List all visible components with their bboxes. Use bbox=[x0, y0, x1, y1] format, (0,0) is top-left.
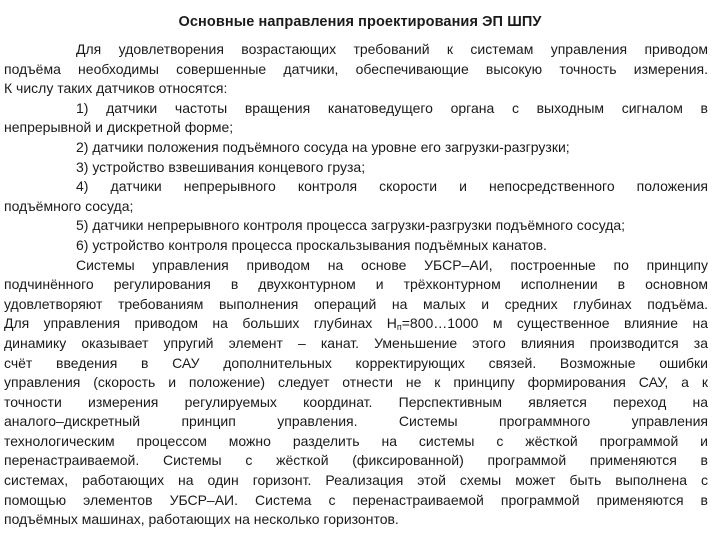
text-line bbox=[4, 314, 708, 334]
text-line: Системы управления приводом на основе УБСР–АИ, построенные по принципу bbox=[76, 256, 708, 273]
text-line: подъёмного сосуда; bbox=[4, 197, 134, 214]
text-line: К числу таких датчиков относятся: bbox=[4, 80, 228, 97]
text-line: Для удовлетворения возрастающих требований к системам управления приводом bbox=[76, 41, 708, 57]
text-line: технологическим процессом можно разделить на системы с жёсткой программой и bbox=[4, 432, 708, 449]
text-line: непрерывной и дискретной форме; bbox=[4, 119, 234, 136]
text-line: подъёма необходимы совершенные датчики, обеспечивающие высокую точность измерения. bbox=[4, 60, 708, 77]
text-line: аналого–дискретный принцип управления. Системы программного управления bbox=[4, 413, 708, 430]
text-fragment: Для управления приводом на больших глубинах H bbox=[4, 315, 397, 332]
page-title: Основные направления проектирования ЭП ШПУ bbox=[178, 14, 542, 30]
text-line: точности измерения регулируемых координат. Перспективным является переход на bbox=[4, 393, 708, 410]
text-line: счёт введения в САУ дополнительных корректирующих связей. Возможные ошибки bbox=[4, 354, 708, 371]
text-fragment: =800…1000 м существенное влияние на bbox=[401, 315, 708, 332]
text-line: подъёмных машинах, работающих на несколько горизонтов. bbox=[4, 511, 399, 528]
text-line: помощью элементов УБСР–АИ. Система с перенастраиваемой программой применяются в bbox=[4, 491, 708, 508]
list-item: 5) датчики непрерывного контроля процесса загрузки-разгрузки подъёмного сосуда; bbox=[76, 217, 626, 234]
text-line: подчинённого регулирования в двухконтурном и трёхконтурном исполнении в основном bbox=[4, 276, 708, 293]
list-item: 6) устройство контроля процесса проскальзывания подъёмных канатов. bbox=[76, 236, 547, 253]
text-line: динамику оказывает упругий элемент – канат. Уменьшение этого влияния производится за bbox=[4, 334, 708, 351]
text-line: управления (скорость и положение) следует отнести не к принципу формирования САУ, а к bbox=[4, 374, 708, 391]
list-item: 3) устройство взвешивания концевого груза; bbox=[76, 158, 366, 175]
list-item: 2) датчики положения подъёмного сосуда на уровне его загрузки-разгрузки; bbox=[76, 138, 570, 155]
text-line: перенастраиваемой. Системы с жёсткой (фиксированной) программой применяются в bbox=[4, 452, 708, 469]
subscript: п bbox=[396, 322, 402, 333]
list-item: 4) датчики непрерывного контроля скорости и непосредственного положения bbox=[76, 178, 708, 195]
text-line: системах, работающих на один горизонт. Реализация этой схемы может быть выполнена с bbox=[4, 472, 708, 489]
text-line: удовлетворяют требованиям выполнения операций на малых и средних глубинах подъёма. bbox=[4, 295, 708, 312]
body-text bbox=[4, 40, 708, 530]
list-item: 1) датчики частоты вращения канатоведущего органа с выходным сигналом в bbox=[76, 99, 708, 116]
